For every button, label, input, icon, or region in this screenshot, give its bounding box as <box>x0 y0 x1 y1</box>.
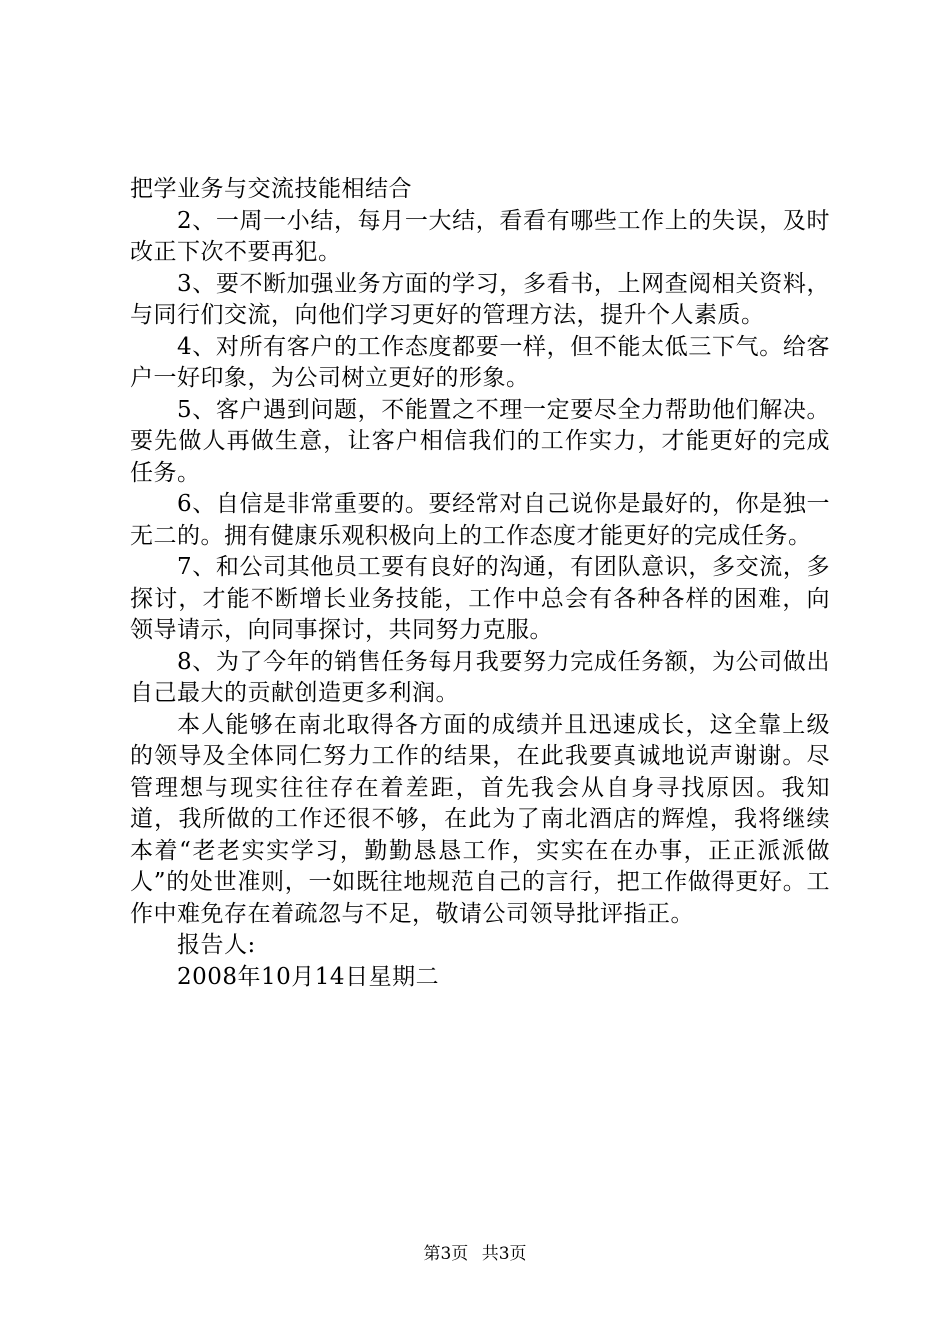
paragraph: 4、对所有客户的工作态度都要一样，但不能太低三下气。给客户一好印象，为公司树立更好的形象。 <box>130 333 830 391</box>
paragraph: 2、一周一小结，每月一大结，看看有哪些工作上的失误，及时改正下次不要再犯。 <box>130 207 830 265</box>
page-number: 第3页 <box>423 1244 469 1264</box>
paragraph: 把学业务与交流技能相结合 <box>130 176 412 202</box>
document-body <box>130 174 830 993</box>
paragraph: 5、客户遇到问题，不能置之不理一定要尽全力帮助他们解决。要先做人再做生意，让客户相信我们的工作实力，才能更好的完成任务。 <box>130 396 830 486</box>
report-date: 2008年10月14日星期二 <box>177 963 440 990</box>
paragraph: 本人能够在南北取得各方面的成绩并且迅速成长，这全靠上级的领导及全体同仁努力工作的结果，在此我要真诚地说声谢谢。尽管理想与现实往往存在着差距，首先我会从自身寻找原因。我知道，我所做的工作还很不够，在此为了南北酒店的辉煌，我将继续本着“老老实实学习，勤勤恳恳工作，实实在在办事，正正派派做人”的处世准则，一如既往地规范自己的言行，把工作做得更好。工作中难免存在着疏忽与不足，敬请公司领导批评指正。 <box>130 711 830 927</box>
page-footer <box>0 1243 950 1265</box>
paragraph: 8、为了今年的销售任务每月我要努力完成任务额，为公司做出自己最大的贡献创造更多利润。 <box>130 648 830 706</box>
page-total: 共3页 <box>481 1244 527 1264</box>
paragraph: 6、自信是非常重要的。要经常对自己说你是最好的，你是独一无二的。拥有健康乐观积极向上的工作态度才能更好的完成任务。 <box>130 491 830 549</box>
paragraph: 3、要不断加强业务方面的学习，多看书，上网查阅相关资料，与同行们交流，向他们学习更好的管理方法，提升个人素质。 <box>130 270 830 328</box>
paragraph: 7、和公司其他员工要有良好的沟通，有团队意识，多交流，多探讨，才能不断增长业务技能，工作中总会有各种各样的困难，向领导请示，向同事探讨，共同努力克服。 <box>130 554 830 643</box>
reporter-label: 报告人: <box>177 932 256 958</box>
